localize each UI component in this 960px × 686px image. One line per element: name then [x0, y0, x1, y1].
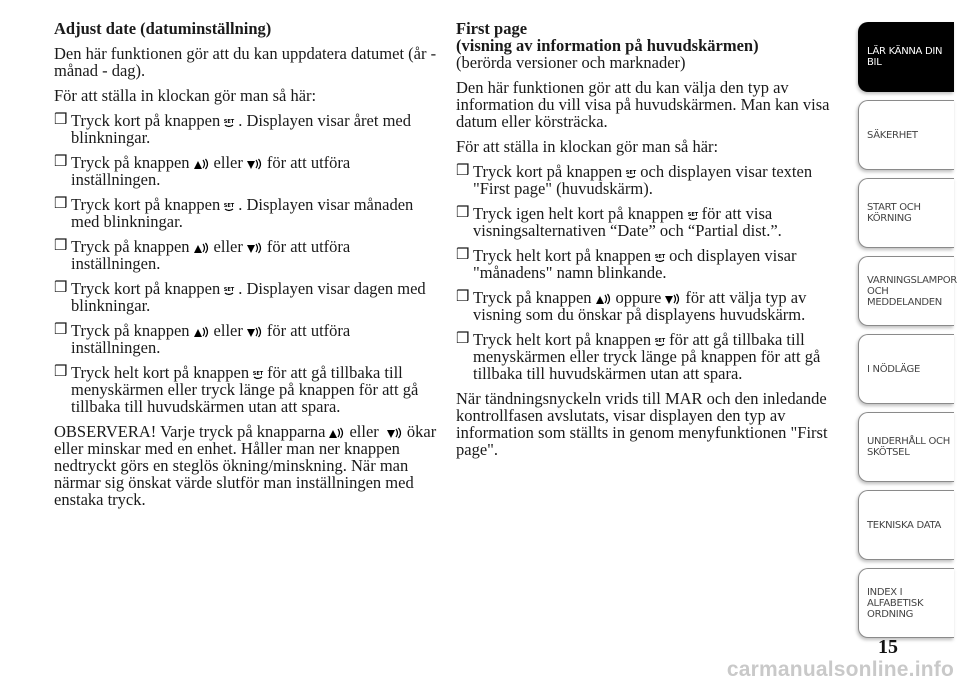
tab-lar-kanna-din-bil[interactable]: LÄR KÄNNA DIN BIL [858, 22, 954, 92]
set-button-icon [223, 201, 235, 213]
step-5: ❒ Tryck helt kort på knappen SET för att gå tillbaka till menyskärmen eller tryck länge på knappen för att gå tillbaka till huvudskärmen utan att spara. [456, 330, 821, 383]
bullet-box-icon: ❒ [54, 112, 68, 128]
svg-text:SET: SET [654, 254, 666, 260]
bullet-box-icon: ❒ [456, 163, 470, 179]
svg-text:SET: SET [252, 371, 264, 377]
tab-tekniska-data[interactable]: TEKNISKA DATA [858, 490, 954, 560]
tab-index[interactable]: INDEX I ALFABETISK ORDNING [858, 568, 954, 638]
set-button-icon [223, 285, 235, 297]
step-5: ❒ Tryck kort på knappen SET . Displayen visar dagen med blinkningar. [54, 279, 426, 315]
bullet-box-icon: ❒ [54, 322, 68, 338]
svg-text:SET: SET [224, 287, 235, 293]
up-button-icon [193, 241, 211, 255]
left-column [54, 20, 440, 516]
svg-text:SET: SET [224, 119, 235, 125]
page-number: 15 [878, 636, 898, 658]
bullet-box-icon: ❒ [54, 280, 68, 296]
watermark: carmanualsonline.info [726, 658, 954, 681]
bullet-box-icon: ❒ [54, 154, 68, 170]
bullet-box-icon: ❒ [54, 238, 68, 254]
section-heading-first-page-sub: (visning av information på huvudskärmen) [456, 36, 759, 55]
step-1: ❒ Tryck kort på knappen SET och displayen visar texten "First page" (huvudskärm). [456, 162, 813, 198]
step-2: ❒ Tryck igen helt kort på knappen SET för att visa visningsalternativen “Date” och “Partial dist.”. [456, 204, 782, 240]
bullet-box-icon: ❒ [456, 205, 470, 221]
tab-i-nodlage[interactable]: I NÖDLÄGE [858, 334, 954, 404]
chapter-tabs [858, 22, 957, 646]
svg-text:SET: SET [224, 203, 235, 209]
bullet-box-icon: ❒ [456, 247, 470, 263]
tab-start-och-korning[interactable]: START OCH KÖRNING [858, 178, 954, 248]
section-subtitle: (berörda versioner och marknader) [456, 53, 686, 72]
up-button-icon [193, 157, 211, 171]
paragraph-howto: För att ställa in klockan gör man så här: [54, 86, 317, 105]
set-button-icon [223, 117, 235, 129]
down-button-icon [246, 241, 264, 255]
step-4: ❒ Tryck på knappen oppure för att välja typ av visning som du önskar på displayens huvudskärm. [456, 288, 807, 324]
tab-sakerhet[interactable]: SÄKERHET [858, 100, 954, 170]
down-button-icon [386, 426, 404, 440]
svg-text:SET: SET [626, 170, 637, 176]
bullet-box-icon: ❒ [54, 196, 68, 212]
down-button-icon [246, 157, 264, 171]
section-heading-first-page: First page [456, 19, 528, 38]
svg-text:SET: SET [654, 338, 666, 344]
paragraph-intro: Den här funktionen gör att du kan välja den typ av information du vill visa på huvudskärmen. Man kan visa datum eller körsträcka. [456, 78, 830, 131]
step-7: ❒ Tryck helt kort på knappen SET för att gå tillbaka till menyskärmen eller tryck länge på knappen för att gå tillbaka till huvudskärmen utan att spara. [54, 363, 419, 416]
step-1: ❒ Tryck kort på knappen SET . Displayen visar året med blinkningar. [54, 111, 411, 147]
up-button-icon [328, 426, 346, 440]
up-button-icon [595, 292, 613, 306]
down-button-icon [664, 292, 682, 306]
step-3: ❒ Tryck kort på knappen SET . Displayen visar månaden med blinkningar. [54, 195, 414, 231]
paragraph-intro: Den här funktionen gör att du kan uppdatera datumet (år - månad - dag). [54, 44, 437, 80]
section-heading-adjust-date: Adjust date (datuminställning) [54, 19, 272, 38]
down-button-icon [246, 325, 264, 339]
closing-paragraph: När tändningsnyckeln vrids till MAR och den inledande kontrollfasen avslutats, visar displayen den typ av information som ställts in genom menyfunktionen "First page". [456, 389, 828, 459]
step-4: ❒ Tryck på knappen eller för att utföra inställningen. [54, 237, 351, 273]
bullet-box-icon: ❒ [54, 364, 68, 380]
tab-varningslampor[interactable]: VARNINGSLAMPOR OCH MEDDELANDEN [858, 256, 954, 326]
bullet-box-icon: ❒ [456, 331, 470, 347]
up-button-icon [193, 325, 211, 339]
svg-text:SET: SET [687, 212, 698, 218]
note-paragraph: OBSERVERA! Varje tryck på knapparna eller ökar eller minskar med en enhet. Håller man ner knappen nedtryckt görs en steglös ökning/minskning. När man närmar sig önskat värde slutför man inställningen med enstaka tryck. [54, 422, 437, 509]
step-2: ❒ Tryck på knappen eller för att utföra inställningen. [54, 153, 351, 189]
step-3: ❒ Tryck helt kort på knappen SET och displayen visar "månadens" namn blinkande. [456, 246, 797, 282]
right-column [456, 20, 846, 466]
paragraph-howto: För att ställa in klockan gör man så här: [456, 137, 719, 156]
tab-underhall-och-skotsel[interactable]: UNDERHÅLL OCH SKÖTSEL [858, 412, 954, 482]
step-6: ❒ Tryck på knappen eller för att utföra inställningen. [54, 321, 351, 357]
bullet-box-icon: ❒ [456, 289, 470, 305]
